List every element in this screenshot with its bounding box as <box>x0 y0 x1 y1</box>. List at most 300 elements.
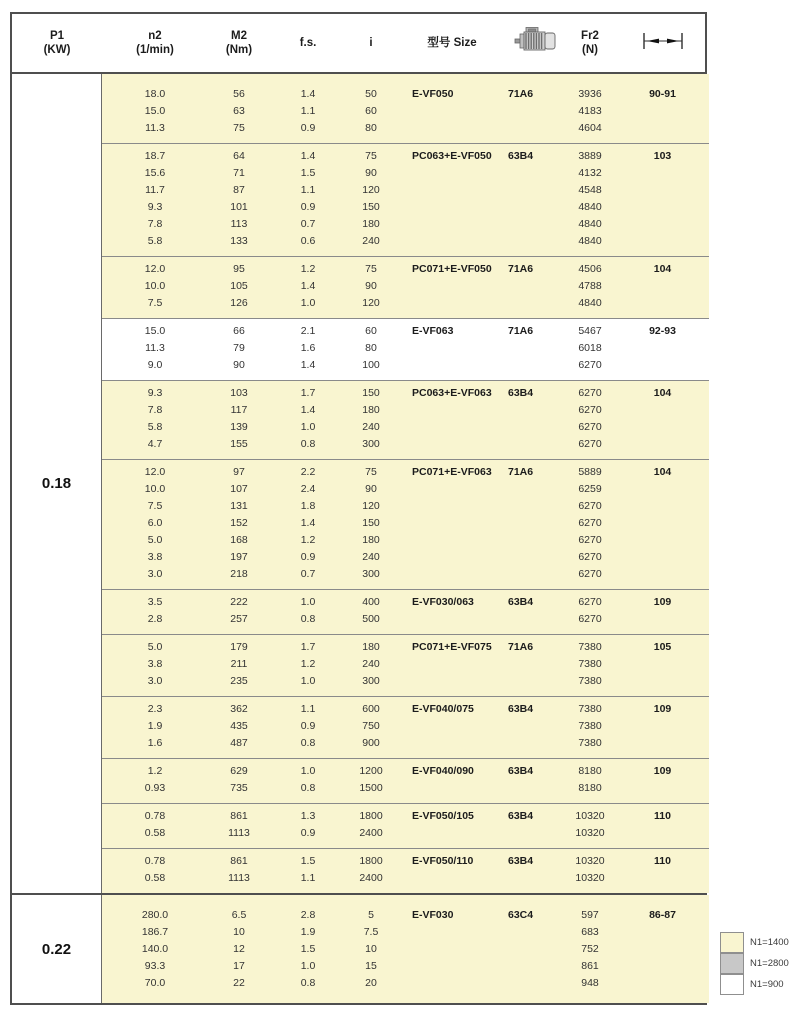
dimension-arrow-icon <box>637 29 689 57</box>
page-ref-cell <box>616 718 709 735</box>
page-ref-cell <box>616 566 709 583</box>
i-cell: 90 <box>365 280 377 292</box>
m2-cell: 168 <box>230 534 248 546</box>
table-row <box>102 86 709 103</box>
i-cell: 1800 <box>359 855 383 867</box>
n2-cell: 2.3 <box>147 703 163 715</box>
size-cell <box>396 941 508 958</box>
m2-cell: 487 <box>230 737 248 749</box>
size-cell <box>396 566 508 583</box>
i-cell: 75 <box>365 263 377 275</box>
i-cell: 300 <box>362 675 380 687</box>
n2-cell: 15.6 <box>144 167 166 179</box>
i-cell: 180 <box>362 218 380 230</box>
size-cell: E-VF030/063 <box>412 596 474 608</box>
size-cell <box>396 870 508 887</box>
n2-cell: 1.2 <box>147 765 163 777</box>
table-row <box>102 295 709 312</box>
m2-cell: 235 <box>230 675 248 687</box>
size-cell: E-VF040/075 <box>412 703 474 715</box>
ratio-block <box>102 380 709 459</box>
fs-cell: 1.2 <box>300 263 316 275</box>
header-m2-line2: (Nm) <box>225 44 253 56</box>
m2-cell: 71 <box>233 167 245 179</box>
fs-cell: 1.8 <box>300 500 316 512</box>
size-cell <box>396 216 508 233</box>
header-n2 <box>102 29 208 57</box>
fr2-cell: 6270 <box>578 500 602 512</box>
motor-size-cell <box>508 402 564 419</box>
fr2-cell: 8180 <box>578 782 602 794</box>
page-ref-cell <box>616 673 709 690</box>
size-cell <box>396 975 508 992</box>
n2-cell: 18.7 <box>144 150 166 162</box>
m2-cell: 101 <box>230 201 248 213</box>
page-ref-cell <box>616 199 709 216</box>
m2-cell: 97 <box>233 466 245 478</box>
table-row <box>102 924 709 941</box>
table-row <box>102 481 709 498</box>
fs-cell: 1.5 <box>300 855 316 867</box>
fs-cell: 1.6 <box>300 342 316 354</box>
n2-cell: 280.0 <box>141 909 169 921</box>
page-ref-cell: 104 <box>653 263 672 275</box>
fs-cell: 1.4 <box>300 88 316 100</box>
page-ref-cell <box>616 182 709 199</box>
size-cell <box>396 340 508 357</box>
i-cell: 100 <box>362 359 380 371</box>
i-cell: 600 <box>362 703 380 715</box>
fs-cell: 0.6 <box>300 235 316 247</box>
m2-cell: 10 <box>233 926 245 938</box>
fs-cell: 1.1 <box>300 184 316 196</box>
motor-size-cell: 63C4 <box>508 909 534 921</box>
fs-cell: 1.0 <box>300 421 316 433</box>
ratio-block <box>102 758 709 803</box>
fr2-cell: 6270 <box>578 613 602 625</box>
legend-item-n1-900 <box>720 974 789 995</box>
fr2-cell: 683 <box>581 926 599 938</box>
fs-cell: 0.7 <box>300 218 316 230</box>
n2-cell: 2.8 <box>147 613 163 625</box>
i-cell: 60 <box>365 105 377 117</box>
m2-cell: 79 <box>233 342 245 354</box>
table-row <box>102 357 709 374</box>
ratio-block <box>102 895 709 1003</box>
n2-cell: 9.3 <box>147 201 163 213</box>
m2-cell: 103 <box>230 387 248 399</box>
fr2-cell: 6270 <box>578 421 602 433</box>
size-cell: PC071+E-VF063 <box>412 466 492 478</box>
ratio-block <box>102 143 709 256</box>
table-row <box>102 907 709 924</box>
table-row <box>102 808 709 825</box>
size-cell <box>396 103 508 120</box>
motor-size-cell: 63B4 <box>508 810 534 822</box>
m2-cell: 257 <box>230 613 248 625</box>
n2-cell: 0.58 <box>144 827 166 839</box>
fs-cell: 1.1 <box>300 703 316 715</box>
i-cell: 120 <box>362 184 380 196</box>
motor-size-cell <box>508 825 564 842</box>
motor-size-cell: 63B4 <box>508 703 534 715</box>
page-ref-cell <box>616 103 709 120</box>
motor-size-cell: 71A6 <box>508 466 534 478</box>
motor-size-cell: 63B4 <box>508 150 534 162</box>
header-m2 <box>208 29 270 57</box>
m2-cell: 197 <box>230 551 248 563</box>
fr2-cell: 6270 <box>578 551 602 563</box>
size-cell <box>396 958 508 975</box>
i-cell: 240 <box>362 421 380 433</box>
size-cell <box>396 419 508 436</box>
fr2-cell: 10320 <box>575 810 605 822</box>
i-cell: 300 <box>362 568 380 580</box>
motor-size-cell <box>508 611 564 628</box>
i-cell: 90 <box>365 167 377 179</box>
n2-cell: 5.8 <box>147 235 163 247</box>
i-cell: 80 <box>365 122 377 134</box>
fr2-cell: 3889 <box>578 150 602 162</box>
size-cell <box>396 549 508 566</box>
fs-cell: 1.0 <box>300 960 316 972</box>
fs-cell: 2.4 <box>300 483 316 495</box>
fs-cell: 1.5 <box>300 167 316 179</box>
ratio-block <box>102 848 709 893</box>
motor-size-cell <box>508 498 564 515</box>
n2-cell: 12.0 <box>144 263 166 275</box>
fs-cell: 1.4 <box>300 359 316 371</box>
fr2-cell: 8180 <box>578 765 602 777</box>
i-cell: 10 <box>365 943 377 955</box>
table-header <box>12 14 705 74</box>
n2-cell: 15.0 <box>144 105 166 117</box>
motor-size-cell <box>508 566 564 583</box>
page-ref-cell <box>616 924 709 941</box>
i-cell: 240 <box>362 658 380 670</box>
table-row <box>102 323 709 340</box>
m2-cell: 113 <box>230 218 248 230</box>
n2-cell: 10.0 <box>144 280 166 292</box>
motor-size-cell <box>508 870 564 887</box>
page-ref-cell <box>616 436 709 453</box>
i-cell: 20 <box>365 977 377 989</box>
table-row <box>102 673 709 690</box>
motor-size-cell: 71A6 <box>508 641 534 653</box>
fs-cell: 1.0 <box>300 596 316 608</box>
fr2-cell: 4788 <box>578 280 602 292</box>
n2-cell: 0.78 <box>144 855 166 867</box>
table-row <box>102 735 709 752</box>
ratio-block <box>102 634 709 696</box>
fr2-cell: 10320 <box>575 827 605 839</box>
m2-cell: 861 <box>230 810 248 822</box>
table-row <box>102 199 709 216</box>
size-cell <box>396 402 508 419</box>
table-row <box>102 870 709 887</box>
page-ref-cell <box>616 870 709 887</box>
fs-cell: 1.4 <box>300 280 316 292</box>
motor-size-cell <box>508 182 564 199</box>
motor-size-cell <box>508 780 564 797</box>
m2-cell: 63 <box>233 105 245 117</box>
page-ref-cell <box>616 165 709 182</box>
i-cell: 80 <box>365 342 377 354</box>
size-cell <box>396 165 508 182</box>
page-ref-cell: 109 <box>653 596 672 608</box>
n2-cell: 15.0 <box>144 325 166 337</box>
motor-size-cell: 71A6 <box>508 88 534 100</box>
motor-size-cell <box>508 924 564 941</box>
m2-cell: 222 <box>230 596 248 608</box>
i-cell: 150 <box>362 517 380 529</box>
motor-icon <box>514 26 558 60</box>
table-row <box>102 958 709 975</box>
m2-cell: 87 <box>233 184 245 196</box>
table-row <box>102 611 709 628</box>
fr2-cell: 4840 <box>578 297 602 309</box>
table-row <box>102 340 709 357</box>
m2-cell: 66 <box>233 325 245 337</box>
size-cell <box>396 532 508 549</box>
table-section <box>12 74 705 893</box>
n2-cell: 6.0 <box>147 517 163 529</box>
header-p1-line1: P1 <box>49 30 65 42</box>
table-row <box>102 515 709 532</box>
size-cell <box>396 656 508 673</box>
size-cell: E-VF050/105 <box>412 810 474 822</box>
fs-cell: 1.4 <box>300 404 316 416</box>
page-ref-cell: 104 <box>653 466 672 478</box>
fr2-cell: 4132 <box>578 167 602 179</box>
page-ref-cell: 90-91 <box>649 88 676 100</box>
i-cell: 150 <box>362 387 380 399</box>
n2-cell: 3.8 <box>147 658 163 670</box>
i-cell: 120 <box>362 297 380 309</box>
table-row <box>102 853 709 870</box>
legend-item-n1-2800 <box>720 953 789 974</box>
i-cell: 750 <box>362 720 380 732</box>
fr2-cell: 4840 <box>578 218 602 230</box>
header-fr2 <box>564 29 616 57</box>
i-cell: 50 <box>365 88 377 100</box>
m2-cell: 139 <box>230 421 248 433</box>
fs-cell: 1.9 <box>300 926 316 938</box>
n2-cell: 18.0 <box>144 88 166 100</box>
size-cell: E-VF063 <box>412 325 454 337</box>
n2-cell: 1.9 <box>147 720 163 732</box>
motor-size-cell <box>508 673 564 690</box>
size-cell <box>396 780 508 797</box>
fr2-cell: 4840 <box>578 201 602 213</box>
fr2-cell: 6270 <box>578 404 602 416</box>
m2-cell: 12 <box>233 943 245 955</box>
size-cell <box>396 611 508 628</box>
size-cell <box>396 498 508 515</box>
size-cell: E-VF050 <box>412 88 454 100</box>
table-row <box>102 402 709 419</box>
n2-cell: 7.8 <box>147 218 163 230</box>
page-ref-cell <box>616 357 709 374</box>
m2-cell: 211 <box>230 658 248 670</box>
size-cell <box>396 295 508 312</box>
size-cell <box>396 735 508 752</box>
n2-cell: 11.3 <box>145 342 165 354</box>
size-cell <box>396 673 508 690</box>
fs-cell: 0.9 <box>300 122 316 134</box>
header-i: i <box>369 37 373 49</box>
n2-cell: 93.3 <box>144 960 166 972</box>
table-row <box>102 216 709 233</box>
legend-swatch-yellow <box>720 932 744 953</box>
i-cell: 500 <box>362 613 380 625</box>
m2-cell: 95 <box>233 263 245 275</box>
fr2-cell: 6270 <box>578 438 602 450</box>
i-cell: 900 <box>362 737 380 749</box>
i-cell: 1200 <box>359 765 383 777</box>
i-cell: 400 <box>362 596 380 608</box>
n2-cell: 7.8 <box>147 404 163 416</box>
size-cell <box>396 718 508 735</box>
page-ref-cell <box>616 611 709 628</box>
page-ref-cell: 86-87 <box>649 909 676 921</box>
fr2-cell: 6018 <box>578 342 602 354</box>
header-fr2-line1: Fr2 <box>581 30 599 42</box>
fs-cell: 0.9 <box>300 827 316 839</box>
page-ref-cell: 104 <box>653 387 672 399</box>
page-ref-cell <box>616 295 709 312</box>
fr2-cell: 4548 <box>578 184 602 196</box>
size-cell <box>396 233 508 250</box>
motor-size-cell <box>508 295 564 312</box>
i-cell: 15 <box>365 960 377 972</box>
header-fs: f.s. <box>299 37 317 49</box>
table-row <box>102 419 709 436</box>
motor-size-cell <box>508 718 564 735</box>
fr2-cell: 4183 <box>578 105 602 117</box>
n2-cell: 11.7 <box>145 184 165 196</box>
i-cell: 1500 <box>359 782 383 794</box>
n2-cell: 12.0 <box>144 466 166 478</box>
i-cell: 75 <box>365 150 377 162</box>
fs-cell: 1.2 <box>300 658 316 670</box>
m2-cell: 1113 <box>228 827 250 839</box>
table-row <box>102 701 709 718</box>
motor-size-cell: 63B4 <box>508 855 534 867</box>
fr2-cell: 861 <box>581 960 599 972</box>
m2-cell: 1113 <box>228 872 250 884</box>
table-row <box>102 532 709 549</box>
n2-cell: 0.58 <box>144 872 166 884</box>
fr2-cell: 7380 <box>578 703 602 715</box>
fs-cell: 1.1 <box>300 872 316 884</box>
page-ref-cell: 109 <box>653 765 672 777</box>
fr2-cell: 10320 <box>575 855 605 867</box>
fr2-cell: 7380 <box>578 641 602 653</box>
i-cell: 2400 <box>359 827 383 839</box>
fs-cell: 1.7 <box>300 387 316 399</box>
fr2-cell: 4840 <box>578 235 602 247</box>
fs-cell: 0.8 <box>300 613 316 625</box>
n2-cell: 9.0 <box>147 359 163 371</box>
n2-cell: 10.0 <box>144 483 166 495</box>
legend-item-n1-1400 <box>720 932 789 953</box>
fs-cell: 2.1 <box>300 325 316 337</box>
ratio-block <box>102 256 709 318</box>
page-ref-cell: 110 <box>654 855 671 867</box>
m2-cell: 90 <box>233 359 245 371</box>
m2-cell: 152 <box>230 517 248 529</box>
m2-cell: 56 <box>233 88 245 100</box>
m2-cell: 64 <box>233 150 245 162</box>
m2-cell: 155 <box>230 438 248 450</box>
fr2-cell: 10320 <box>575 872 605 884</box>
n2-cell: 7.5 <box>147 500 163 512</box>
table-row <box>102 718 709 735</box>
motor-size-cell: 63B4 <box>508 765 534 777</box>
size-cell: PC071+E-VF050 <box>412 263 492 275</box>
fs-cell: 0.9 <box>300 201 316 213</box>
table-row <box>102 975 709 992</box>
fs-cell: 1.0 <box>300 297 316 309</box>
fr2-cell: 7380 <box>578 720 602 732</box>
fs-cell: 0.8 <box>300 737 316 749</box>
table-row <box>102 594 709 611</box>
page-ref-cell: 103 <box>653 150 672 162</box>
m2-cell: 117 <box>230 404 248 416</box>
fs-cell: 0.9 <box>300 551 316 563</box>
table-row <box>102 233 709 250</box>
legend-label: N1=2800 <box>750 958 789 969</box>
i-cell: 240 <box>362 551 380 563</box>
table-row <box>102 103 709 120</box>
header-size: 型号 Size <box>427 37 477 49</box>
fr2-cell: 6270 <box>578 517 602 529</box>
header-p1 <box>12 29 102 57</box>
fr2-cell: 7380 <box>578 675 602 687</box>
fs-cell: 1.7 <box>300 641 316 653</box>
i-cell: 240 <box>362 235 380 247</box>
i-cell: 180 <box>362 404 380 416</box>
table-row <box>102 436 709 453</box>
motor-size-cell <box>508 199 564 216</box>
motor-size-cell <box>508 216 564 233</box>
fr2-cell: 5467 <box>578 325 602 337</box>
n2-cell: 3.8 <box>147 551 163 563</box>
m2-cell: 105 <box>230 280 248 292</box>
fs-cell: 1.0 <box>300 675 316 687</box>
table-row <box>102 656 709 673</box>
n2-cell: 5.0 <box>147 534 163 546</box>
fs-cell: 1.3 <box>300 810 316 822</box>
motor-size-cell: 71A6 <box>508 325 534 337</box>
page-ref-cell <box>616 233 709 250</box>
n2-cell: 5.0 <box>147 641 163 653</box>
m2-cell: 107 <box>230 483 248 495</box>
fr2-cell: 6270 <box>578 359 602 371</box>
n2-cell: 140.0 <box>141 943 169 955</box>
m2-cell: 75 <box>233 122 245 134</box>
table-row <box>102 763 709 780</box>
fs-cell: 1.5 <box>300 943 316 955</box>
fr2-cell: 4604 <box>578 122 602 134</box>
size-cell <box>396 825 508 842</box>
legend-swatch-white <box>720 974 744 995</box>
n2-cell: 7.5 <box>147 297 163 309</box>
n2-cell: 3.5 <box>147 596 163 608</box>
page-ref-cell: 92-93 <box>649 325 676 337</box>
n2-cell: 3.0 <box>147 675 163 687</box>
